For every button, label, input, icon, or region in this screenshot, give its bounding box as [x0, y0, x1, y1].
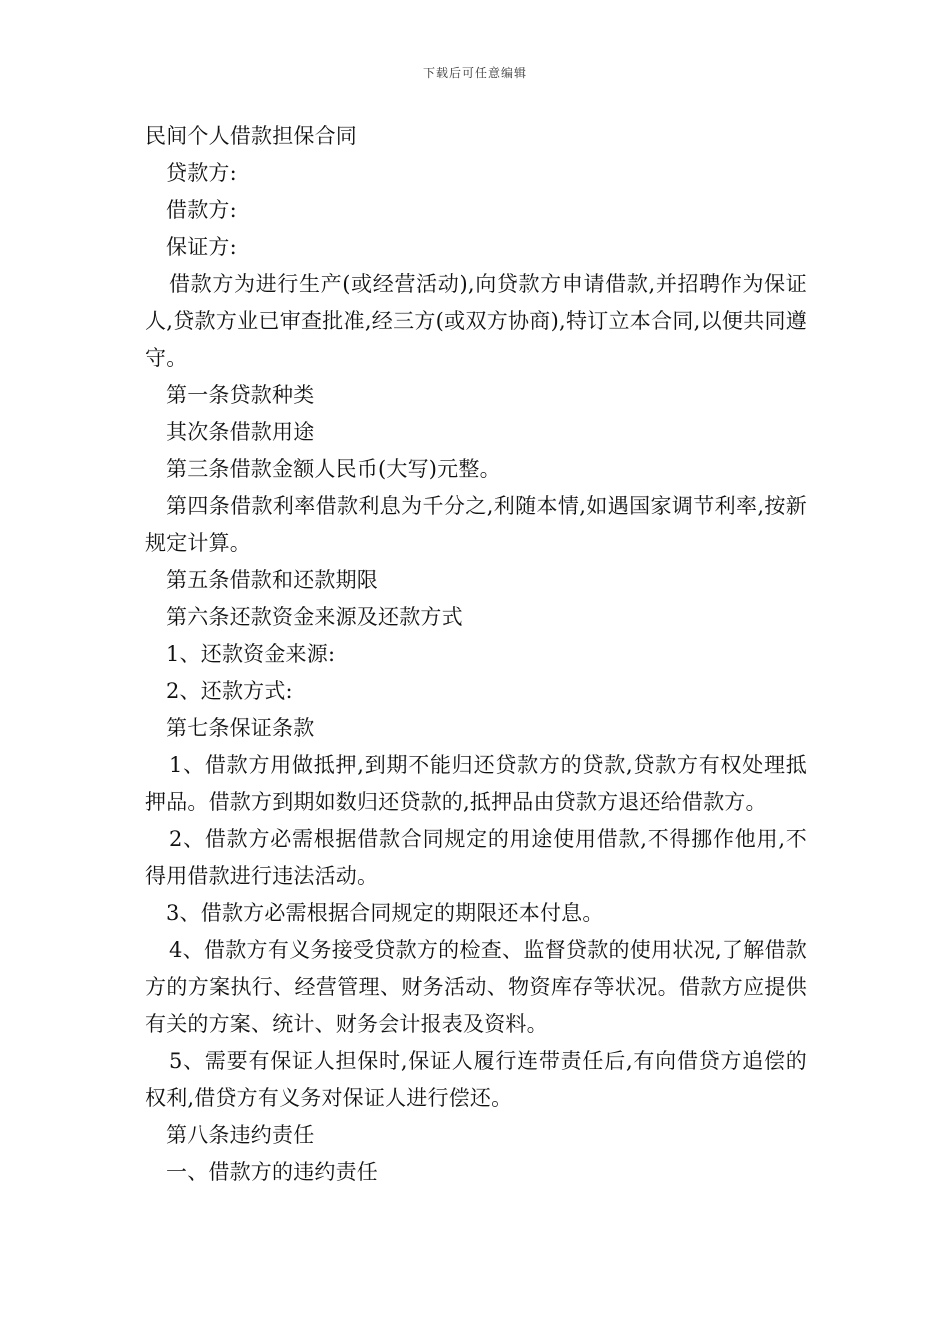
article-7-item-1: 1、借款方用做抵押,到期不能归还贷款方的贷款,贷款方有权处理抵押品。借款方到期如数归还贷款的,抵押品由贷款方退还给借款方。: [145, 753, 807, 814]
article-8-heading: 第八条违约责任: [166, 1123, 315, 1147]
article-7-item-2: 2、借款方必需根据借款合同规定的用途使用借款,不得挪作他用,不得用借款进行违法活动。: [145, 827, 807, 888]
preamble-paragraph: 借款方为进行生产(或经营活动),向贷款方申请借款,并招聘作为保证人,贷款方业已审查批准,经三方(或双方协商),特订立本合同,以便共同遵守。: [145, 272, 807, 370]
party-guarantor: 保证方:: [166, 235, 237, 259]
article-4-paragraph: 第四条借款利率借款利息为千分之,利随本情,如遇国家调节利率,按新规定计算。: [145, 494, 807, 555]
article-8-subheading-1: 一、借款方的违约责任: [166, 1160, 378, 1184]
article-2-heading: 其次条借款用途: [166, 420, 315, 444]
article-7-heading: 第七条保证条款: [166, 716, 315, 740]
party-lender: 贷款方:: [166, 161, 237, 185]
article-5-heading: 第五条借款和还款期限: [166, 568, 378, 592]
article-3-paragraph: 第三条借款金额人民币(大写)元整。: [166, 457, 501, 481]
document-title: 民间个人借款担保合同: [145, 124, 357, 148]
document-body: [145, 118, 807, 1191]
article-6-item-1: 1、还款资金来源:: [166, 642, 336, 666]
page-header-note: 下载后可任意编辑: [422, 66, 527, 80]
party-borrower: 借款方:: [166, 198, 237, 222]
article-1-heading: 第一条贷款种类: [166, 383, 315, 407]
article-6-heading: 第六条还款资金来源及还款方式: [166, 605, 463, 629]
article-7-item-3: 3、借款方必需根据合同规定的期限还本付息。: [166, 901, 604, 925]
article-6-item-2: 2、还款方式:: [166, 679, 293, 703]
article-7-item-5: 5、需要有保证人担保时,保证人履行连带责任后,有向借贷方追偿的权利,借贷方有义务对保证人进行偿还。: [145, 1049, 807, 1110]
article-7-item-4: 4、借款方有义务接受贷款方的检查、监督贷款的使用状况,了解借款方的方案执行、经营管理、财务活动、物资库存等状况。借款方应提供有关的方案、统计、财务会计报表及资料。: [145, 938, 807, 1036]
